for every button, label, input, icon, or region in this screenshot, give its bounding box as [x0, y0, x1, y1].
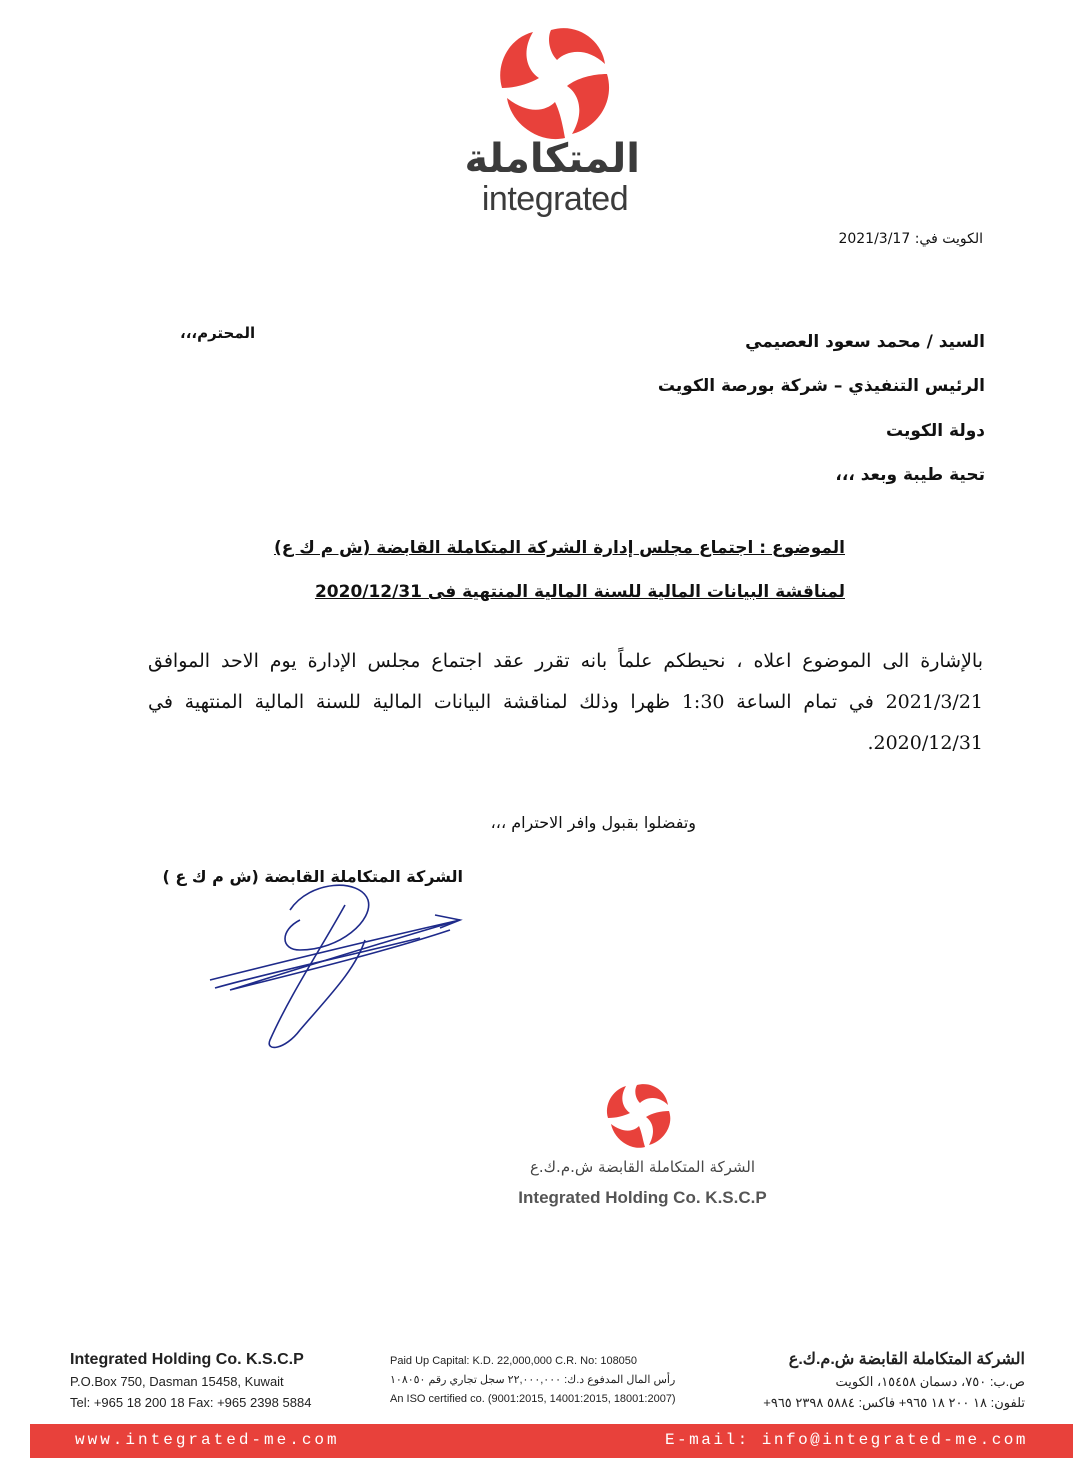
subject-line-1: الموضوع : اجتماع مجلس إدارة الشركة المتكاملة القابضة (ش م ك ع)	[273, 538, 845, 558]
footer-capital: Paid Up Capital: K.D. 22,000,000 C.R. No: 108050	[390, 1355, 638, 1367]
closing-text: وتفضلوا بقبول وافر الاحترام ،،،	[490, 813, 696, 832]
greeting: تحية طيبة وبعد ،،،	[835, 465, 985, 485]
signature-icon	[190, 880, 480, 1050]
footer-address-en: P.O.Box 750, Dasman 15458, Kuwait	[70, 1374, 284, 1389]
email-link[interactable]: E-mail: info@integrated-me.com	[664, 1431, 1028, 1449]
honorific: المحترم،،،	[180, 324, 256, 342]
footer-left	[70, 1349, 370, 1413]
footer-company-ar: الشركة المتكاملة القابضة ش.م.ك.ع	[788, 1351, 1025, 1368]
website-link[interactable]: www.integrated-me.com	[75, 1431, 340, 1449]
recipient-country: دولة الكويت	[885, 421, 985, 441]
recipient-name: السيد / محمد سعود العصيمي	[745, 332, 985, 352]
body-paragraph: بالإشارة الى الموضوع اعلاه ، نحيطكم علماً بانه تقرر عقد اجتماع مجلس الإدارة يوم الاحد الموافق 2021/3/21 في تمام الساعة 1:30 ظهرا وذلك لمناقشة البيانات المالية للسنة المالية المنتهية في 2020/12/31.	[148, 650, 984, 754]
signatory-company: الشركة المتكاملة القابضة (ش م ك ع )	[162, 867, 463, 886]
date-line: الكويت في: 2021/3/17	[838, 231, 983, 247]
footer-right	[725, 1349, 1025, 1413]
stamp-arabic-text: الشركة المتكاملة القابضة ش.م.ك.ع	[529, 1158, 756, 1176]
recipient-title: الرئيس التنفيذي – شركة بورصة الكويت	[657, 376, 985, 396]
footer-iso: An ISO certified co. (9001:2015, 14001:2015, 18001:2007)	[390, 1393, 676, 1405]
footer-phone-en: Tel: +965 18 200 18 Fax: +965 2398 5884	[70, 1395, 312, 1410]
footer-address-ar: ص.ب: ٧٥٠، دسمان ١٥٤٥٨، الكويت	[835, 1374, 1025, 1389]
stamp-english-text: Integrated Holding Co. K.S.C.P	[518, 1188, 767, 1207]
footer-middle	[390, 1352, 715, 1409]
footer-company-en: Integrated Holding Co. K.S.C.P	[70, 1351, 304, 1368]
stamp-logo-icon	[600, 1078, 680, 1153]
footer-capital-ar: رأس المال المدفوع د.ك: ٢٢,٠٠٠,٠٠٠ سجل تجاري رقم ١٠٨٠٥٠	[390, 1374, 676, 1386]
logo-arabic-text: المتكاملة	[464, 136, 640, 182]
footer-phone-ar: تلفون: ١٨ ٢٠٠ ١٨ ٩٦٥+ فاكس: ٥٨٨٤ ٢٣٩٨ ٩٦٥+	[763, 1395, 1025, 1410]
subject-line-2: لمناقشة البيانات المالية للسنة المالية المنتهية فى 2020/12/31	[314, 582, 845, 602]
logo-english-text: integrated	[481, 180, 629, 218]
